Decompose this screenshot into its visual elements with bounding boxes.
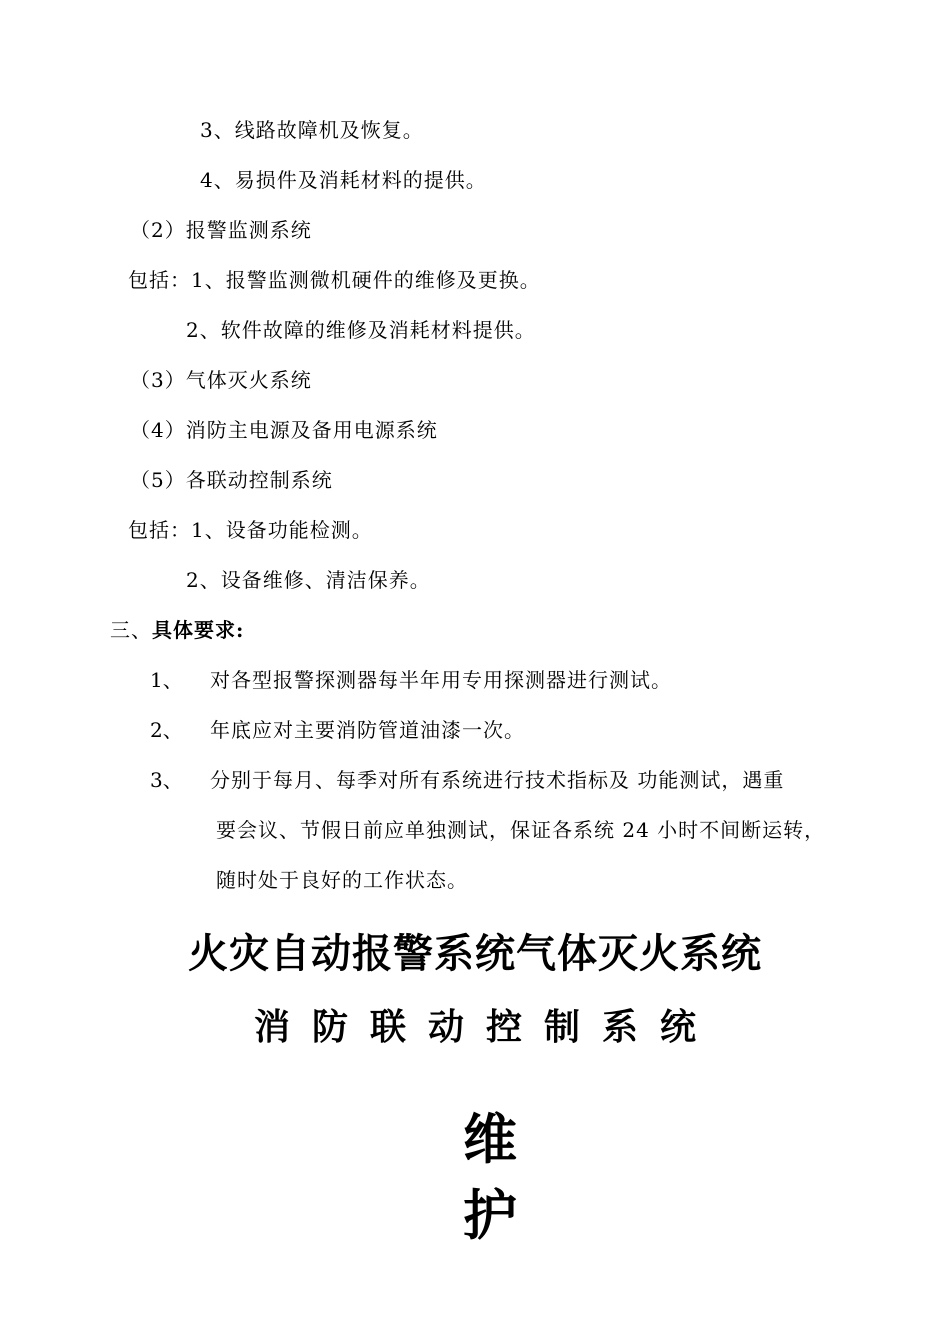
cover-title-char-2: 护	[463, 1184, 517, 1247]
cover-title-line-2: 消防联动控制系统	[253, 1007, 718, 1048]
subsection-heading: （2）报警监测系统	[130, 218, 312, 242]
section-heading	[110, 618, 244, 642]
item-number: 3、	[150, 768, 183, 792]
text-line: 4、易损件及消耗材料的提供。	[200, 168, 487, 192]
section-number: 三、	[110, 618, 152, 642]
text-line: 2、软件故障的维修及消耗材料提供。	[186, 318, 536, 342]
list-item-continuation: 随时处于良好的工作状态。	[216, 868, 468, 892]
item-number: 1、	[150, 668, 183, 692]
list-item-continuation: 要会议、节假日前应单独测试，保证各系统 24 小时不间断运转，	[216, 818, 826, 842]
text-line: 2、设备维修、清洁保养。	[186, 568, 431, 592]
cover-title-char-1: 维	[463, 1108, 517, 1171]
text-line: 包括：1、设备功能检测。	[128, 518, 373, 542]
list-item: 对各型报警探测器每半年用专用探测器进行测试。	[210, 668, 672, 692]
cover-title-line-1: 火灾自动报警系统气体灭火系统	[188, 931, 762, 977]
text-line: 3、线路故障机及恢复。	[200, 118, 424, 142]
text-line: 包括：1、报警监测微机硬件的维修及更换。	[128, 268, 541, 292]
section-title: 具体要求:	[152, 618, 245, 642]
item-number: 2、	[150, 718, 183, 742]
subsection-heading: （4）消防主电源及备用电源系统	[130, 418, 438, 442]
list-item: 年底应对主要消防管道油漆一次。	[210, 718, 525, 742]
subsection-heading: （5）各联动控制系统	[130, 468, 333, 492]
list-item: 分别于每月、每季对所有系统进行技术指标及 功能测试，遇重	[210, 768, 785, 792]
subsection-heading: （3）气体灭火系统	[130, 368, 312, 392]
